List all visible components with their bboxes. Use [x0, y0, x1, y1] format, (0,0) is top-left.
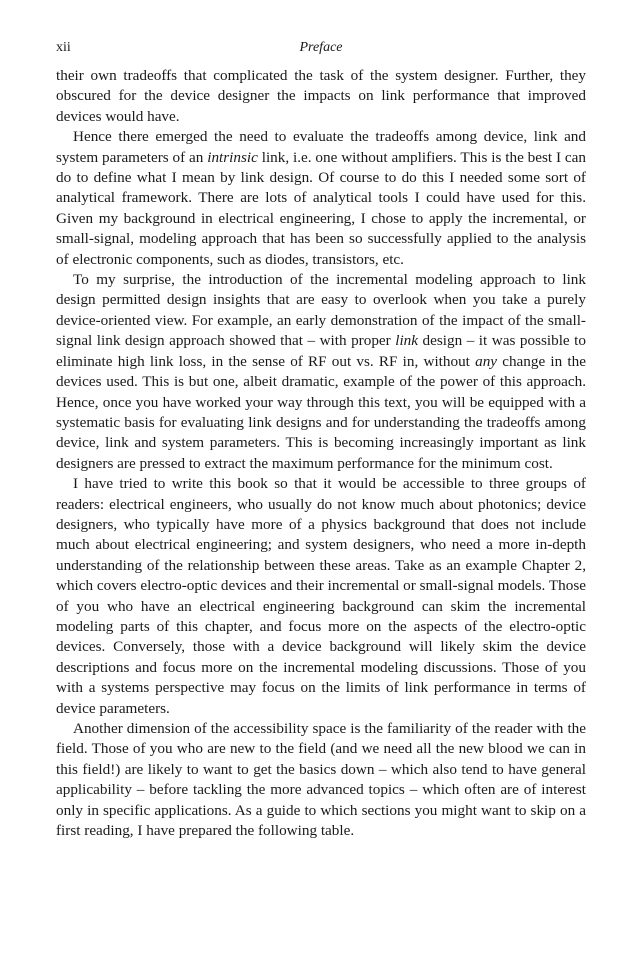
- paragraph-2: [56, 127, 586, 270]
- paragraph-4: [56, 474, 586, 719]
- emphasis-link: link: [395, 332, 419, 350]
- paragraph-5: [56, 719, 586, 841]
- text-segment: link, i.e. one without amplifiers. This is the best I can do to define what I mean by link design. Of course to do this I needed some sort of analytical framework. There are lots of analytical tools I could have used for this. Given my background in electrical engineering, I chose to apply the incremental, or small-signal, modeling approach that has been so successfully applied to the analysis of electronic components, such as diodes, transistors, etc.: [56, 148, 586, 268]
- paragraph-3: [56, 270, 586, 474]
- text-segment: To my surprise, the introduction of the incremental modeling approach to link design permitted design insights that are easy to overlook when you take a purely device-oriented view. For example, an early demonstration of the impact of the small-signal link design approach showed that – with proper: [56, 271, 586, 350]
- emphasis-any: any: [475, 352, 498, 370]
- text-segment: Another dimension of the accessibility space is the familiarity of the reader with the field. Those of you who are new to the field (and we need all the new blood we can in this field!) are likely to want to get the basics down – which also tend to have general applicability – before tackling the more advanced topics – which often are of interest only in specific applications. As a guide to which sections you might want to skip on a first reading, I have prepared the following table.: [56, 720, 586, 840]
- emphasis-intrinsic: intrinsic: [207, 148, 258, 166]
- body-text: [56, 66, 586, 841]
- text-segment: I have tried to write this book so that it would be accessible to three groups of readers: electrical engineers, who usually do not know much about photonics; device designers, who typically have more of a physics background that does not include much about electrical engineering; and system designers, who need a more in-depth understanding of the relationship between these areas. Take as an example Chapter 2, which covers electro-optic devices and their incremental or small-signal models. Those of you who have an electrical engineering background can skim the incremental modeling parts of this chapter, and focus more on the aspects of the electro-optic devices. Conversely, those with a device background will likely skim the device descriptions and focus more on the incremental modeling discussions. Those of you with a systems perspective may focus on the limits of link performance in terms of device parameters.: [56, 475, 586, 717]
- text-segment: their own tradeoffs that complicated the task of the system designer. Further, they obscured for the device designer the impacts on link performance that improved devices would have.: [56, 67, 586, 125]
- running-header: [56, 40, 586, 60]
- page-number: xii: [56, 40, 71, 55]
- paragraph-1: [56, 66, 586, 127]
- text-segment: change in the devices used. This is but one, albeit dramatic, example of the power of this approach. Hence, once you have worked your way through this text, you will be equipped with a systematic basis for evaluating link designs and for understanding the tradeoffs among device, link and system parameters. This is becoming increasingly important as link designers are pressed to extract the maximum performance for the minimum cost.: [56, 352, 586, 472]
- text-segment: design – it was possible to eliminate high link loss, in the sense of RF out vs. RF in, without: [56, 332, 586, 370]
- text-segment: Hence there emerged the need to evaluate the tradeoffs among device, link and system parameters of an: [56, 128, 586, 166]
- running-title: Preface: [299, 40, 343, 55]
